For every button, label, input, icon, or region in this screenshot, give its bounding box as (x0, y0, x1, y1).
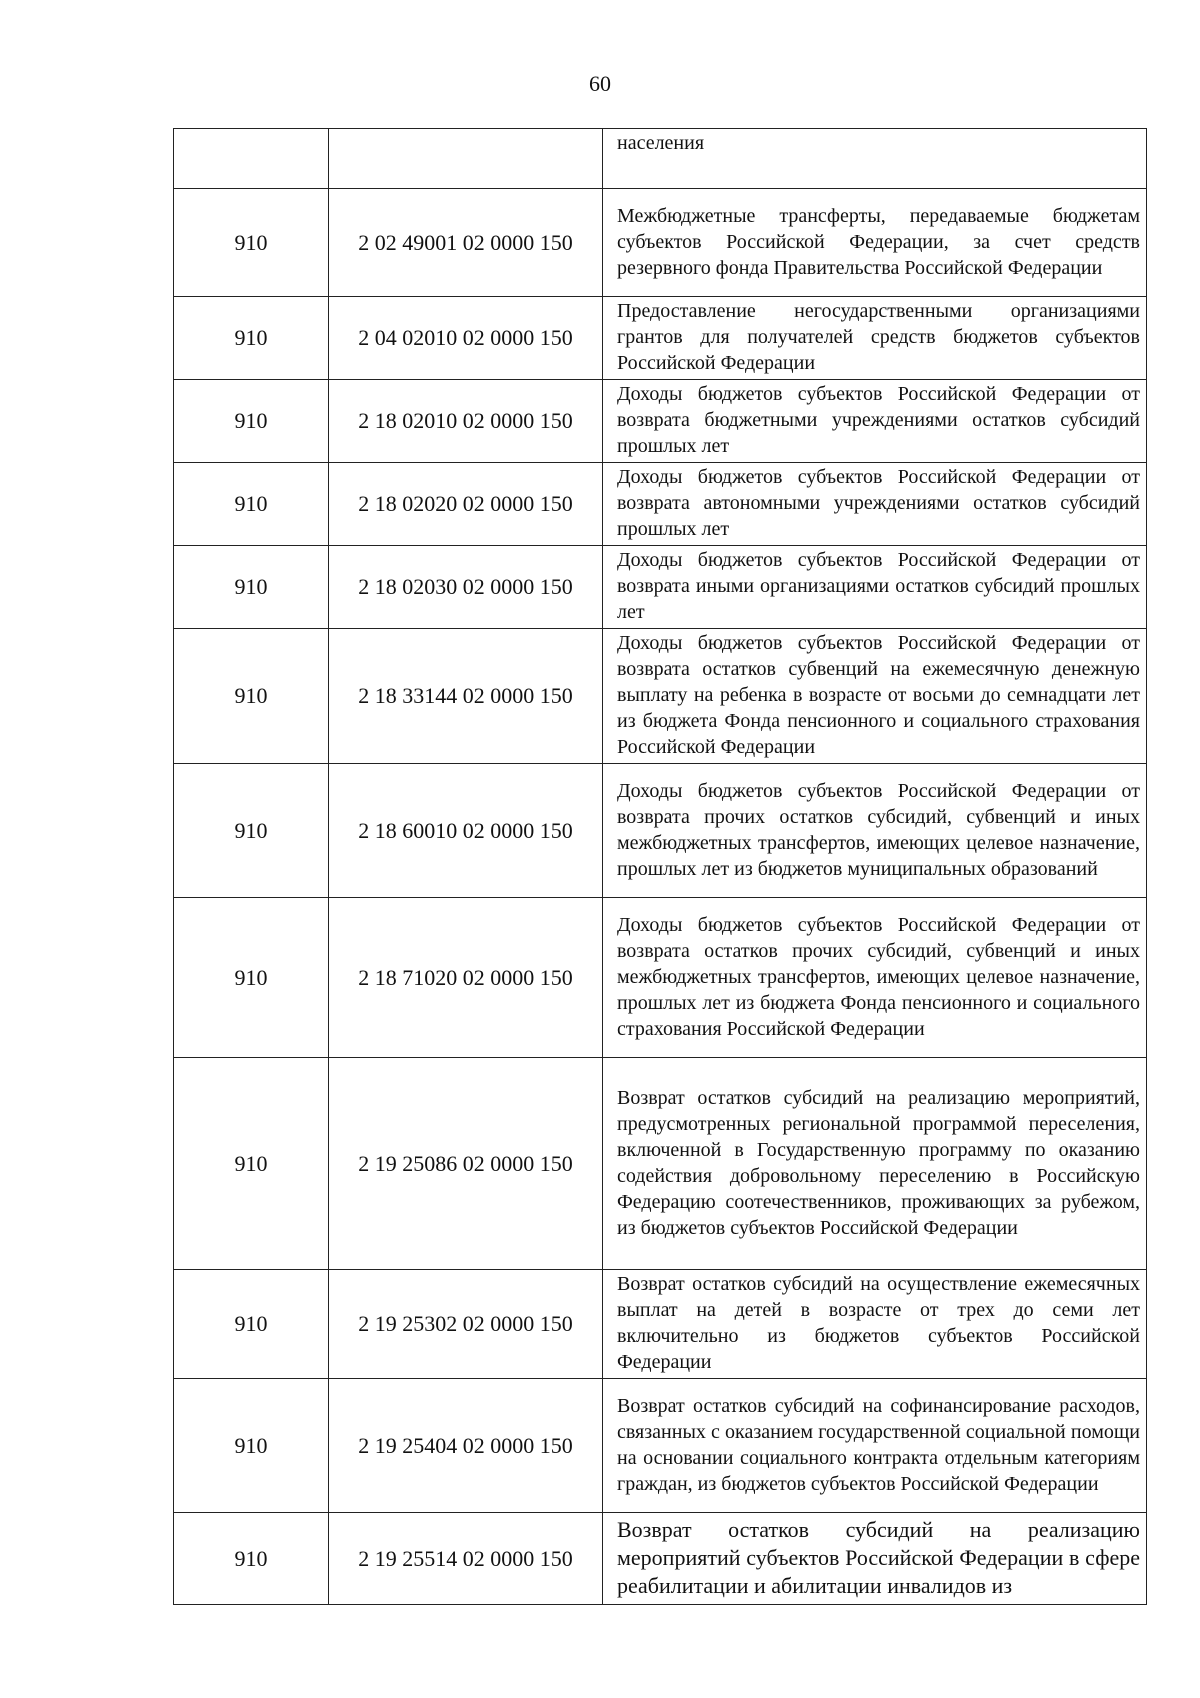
revenue-code-cell: 2 18 02020 02 0000 150 (329, 463, 603, 546)
description-cell: Межбюджетные трансферты, передаваемые бюджетам субъектов Российской Федерации, за счет средств резервного фонда Правительства Российской Федерации (603, 189, 1147, 297)
description-cell: Доходы бюджетов субъектов Российской Федерации от возврата остатков субвенций на ежемесячную денежную выплату на ребенка в возрасте от восьми до семнадцати лет из бюджета Фонда пенсионного и социального страхования Российской Федерации (603, 629, 1147, 764)
description-cell: Возврат остатков субсидий на реализацию мероприятий субъектов Российской Федерации в сфере реабилитации и абилитации инвалидов из (603, 1513, 1147, 1605)
table-row (174, 129, 1147, 189)
revenue-code-cell: 2 18 60010 02 0000 150 (329, 764, 603, 898)
revenue-code-cell: 2 19 25514 02 0000 150 (329, 1513, 603, 1605)
admin-code-cell: 910 (174, 380, 329, 463)
description-cell: Доходы бюджетов субъектов Российской Федерации от возврата автономными учреждениями остатков субсидий прошлых лет (603, 463, 1147, 546)
page-number: 60 (589, 71, 611, 96)
revenue-code-cell (329, 129, 603, 189)
table-row (174, 380, 1147, 463)
admin-code-cell: 910 (174, 297, 329, 380)
description-cell: Возврат остатков субсидий на реализацию мероприятий, предусмотренных региональной программой переселения, включенной в Государственную программу по оказанию содействия добровольному переселению в Российскую Федерацию соотечественников, проживающих за рубежом, из бюджетов субъектов Российской Федерации (603, 1058, 1147, 1270)
admin-code-cell: 910 (174, 1270, 329, 1379)
revenue-codes-table (173, 128, 1147, 1605)
revenue-code-cell: 2 18 02030 02 0000 150 (329, 546, 603, 629)
description-cell: Возврат остатков субсидий на софинансирование расходов, связанных с оказанием государственной социальной помощи на основании социального контракта отдельным категориям граждан, из бюджетов субъектов Российской Федерации (603, 1379, 1147, 1513)
admin-code-cell: 910 (174, 463, 329, 546)
description-cell: Доходы бюджетов субъектов Российской Федерации от возврата иными организациями остатков субсидий прошлых лет (603, 546, 1147, 629)
description-cell: Доходы бюджетов субъектов Российской Федерации от возврата прочих остатков субсидий, субвенций и иных межбюджетных трансфертов, имеющих целевое назначение, прошлых лет из бюджетов муниципальных образований (603, 764, 1147, 898)
admin-code-cell: 910 (174, 1058, 329, 1270)
table-row (174, 764, 1147, 898)
revenue-code-cell: 2 18 71020 02 0000 150 (329, 898, 603, 1058)
table-row (174, 1270, 1147, 1379)
admin-code-cell: 910 (174, 898, 329, 1058)
description-cell: Доходы бюджетов субъектов Российской Федерации от возврата бюджетными учреждениями остатков субсидий прошлых лет (603, 380, 1147, 463)
description-cell: Доходы бюджетов субъектов Российской Федерации от возврата остатков прочих субсидий, субвенций и иных межбюджетных трансфертов, имеющих целевое назначение, прошлых лет из бюджета Фонда пенсионного и социального страхования Российской Федерации (603, 898, 1147, 1058)
revenue-code-cell: 2 18 02010 02 0000 150 (329, 380, 603, 463)
description-cell: населения (603, 129, 1147, 189)
revenue-code-cell: 2 04 02010 02 0000 150 (329, 297, 603, 380)
revenue-code-cell: 2 18 33144 02 0000 150 (329, 629, 603, 764)
admin-code-cell: 910 (174, 764, 329, 898)
revenue-code-cell: 2 19 25086 02 0000 150 (329, 1058, 603, 1270)
table-row (174, 629, 1147, 764)
description-cell: Предоставление негосударственными организациями грантов для получателей средств бюджетов субъектов Российской Федерации (603, 297, 1147, 380)
revenue-code-cell: 2 19 25302 02 0000 150 (329, 1270, 603, 1379)
description-cell: Возврат остатков субсидий на осуществление ежемесячных выплат на детей в возрасте от трех до семи лет включительно из бюджетов субъектов Российской Федерации (603, 1270, 1147, 1379)
admin-code-cell: 910 (174, 189, 329, 297)
table-row (174, 297, 1147, 380)
revenue-code-cell: 2 19 25404 02 0000 150 (329, 1379, 603, 1513)
table-row (174, 463, 1147, 546)
table-row (174, 1513, 1147, 1605)
table-row (174, 1379, 1147, 1513)
admin-code-cell: 910 (174, 1513, 329, 1605)
table-row (174, 189, 1147, 297)
admin-code-cell: 910 (174, 1379, 329, 1513)
revenue-code-cell: 2 02 49001 02 0000 150 (329, 189, 603, 297)
table-row (174, 898, 1147, 1058)
table-row (174, 546, 1147, 629)
admin-code-cell (174, 129, 329, 189)
admin-code-cell: 910 (174, 629, 329, 764)
admin-code-cell: 910 (174, 546, 329, 629)
table-row (174, 1058, 1147, 1270)
